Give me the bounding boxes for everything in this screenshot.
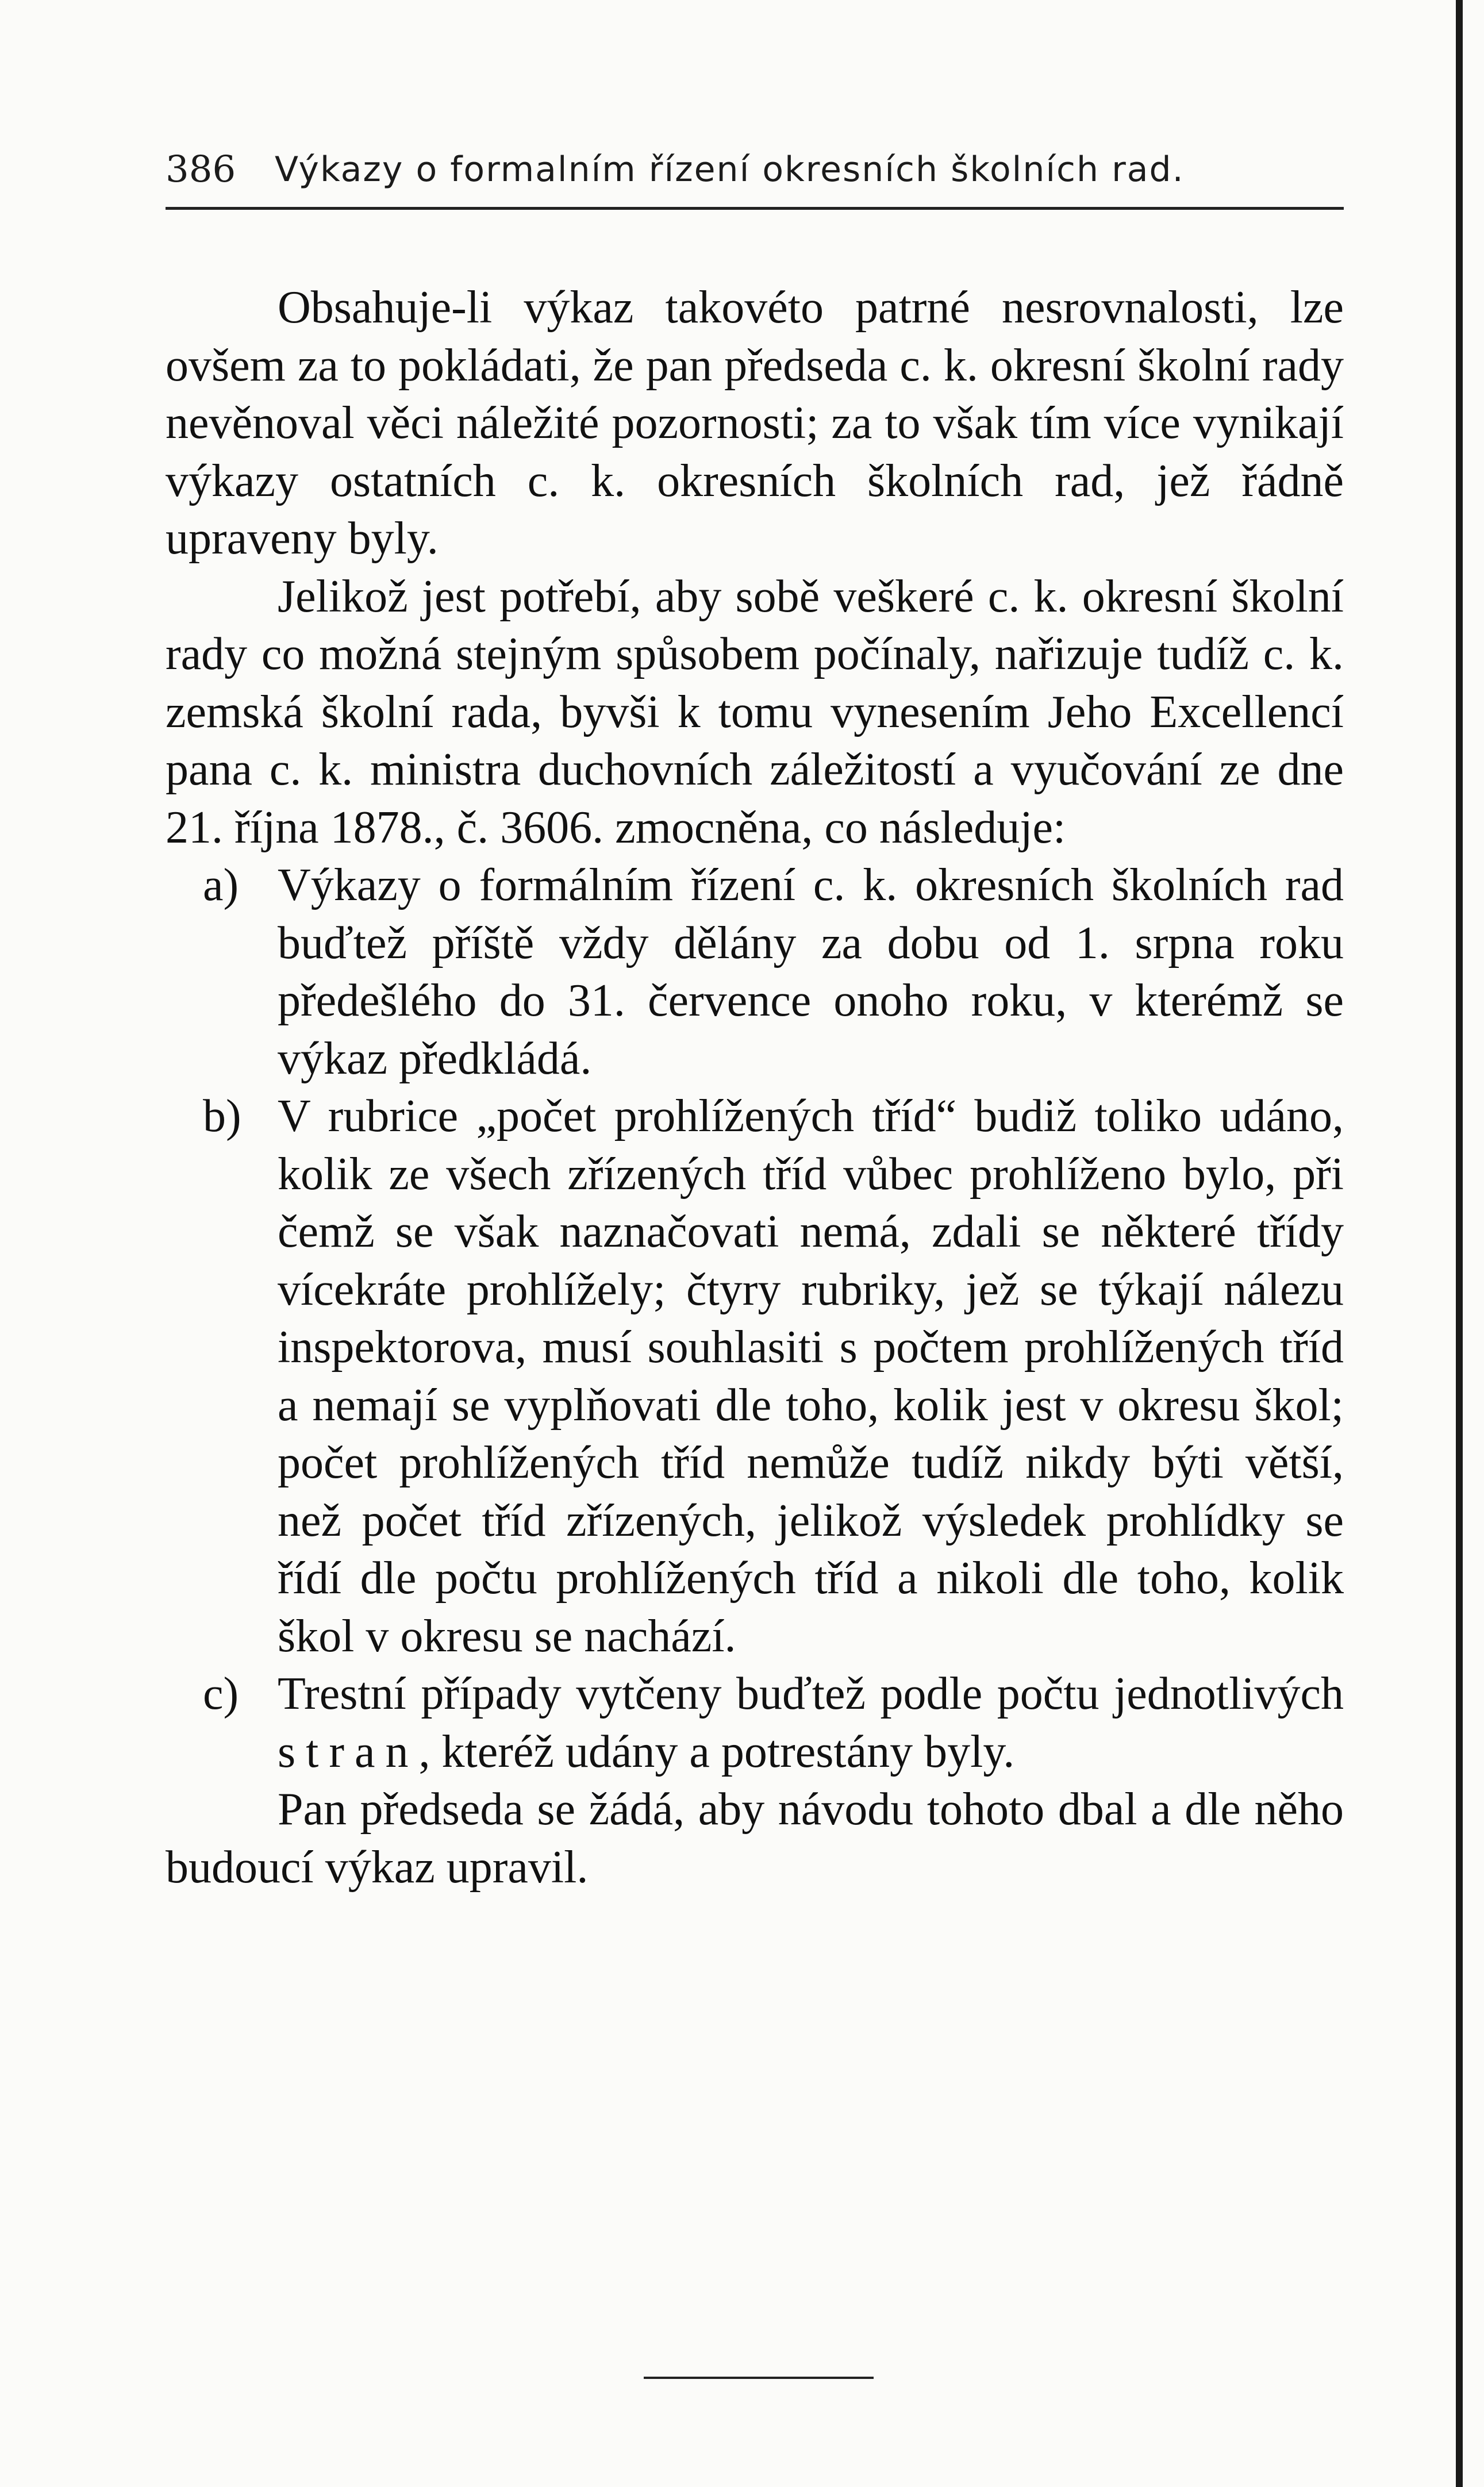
- page-edge-border: [1456, 0, 1463, 2487]
- list-item-label: c): [203, 1669, 239, 1719]
- running-head: Výkazy o formalním řízení okresních školních rad.: [275, 149, 1185, 190]
- list-item-a: [166, 856, 1344, 1087]
- list-item-text: Trestní případy vytčeny buďtež podle počtu jednotlivých: [278, 1669, 1344, 1719]
- end-divider: [644, 2377, 874, 2379]
- header-divider: [166, 207, 1344, 210]
- paragraph-1: Obsahuje-li výkaz takovéto patrné nesrovnalosti, lze ovšem za to pokládati, že pan předseda c. k. okresní školní rady nevěnoval věci náležité pozornosti; za to však tím více vynikají výkazy ostatních c. k. okresních školních rad, jež řádně upraveny byly.: [166, 282, 1344, 564]
- list-item-text: Výkazy o formálním řízení c. k. okresních školních rad buďtež příště vždy dělány za dobu od 1. srpna roku předešlého do 31. července onoho roku, v kterémž se výkaz předkládá.: [278, 860, 1344, 1084]
- list-item-b: [166, 1087, 1344, 1665]
- paragraph-2: Jelikož jest potřebí, aby sobě veškeré c. k. okresní školní rady co možná stejným spůsobem počínaly, nařizuje tudíž c. k. zemská školní rada, byvši k tomu vynesením Jeho Excellencí pana c. k. ministra duchovních záležitostí a vyučování ze dne 21. října 1878., č. 3606. zmocněna, co následuje:: [166, 571, 1344, 853]
- page-header: [166, 147, 1344, 193]
- list-item-text: V rubrice „počet prohlížených tříd“ budiž toliko udáno, kolik ze všech zřízených tříd vůbec prohlíženo bylo, při čemž se však naznačovati nemá, zdali se některé třídy vícekráte prohlížely; čtyry rubriky, jež se týkají nálezu inspektorova, musí souhlasiti s počtem prohlížených tříd a nemají se vyplňovati dle toho, kolik jest v okresu škol; počet prohlížených tříd nemůže tudíž nikdy býti větší, než počet tříd zřízených, jelikož výsledek prohlídky se řídí dle počtu prohlížených tříd a nikoli dle toho, kolik škol v okresu se nachází.: [278, 1091, 1344, 1662]
- list-item-c: [166, 1665, 1344, 1781]
- list-item-text-end: , kteréž udány a potrestány byly.: [418, 1726, 1015, 1777]
- page-number: 386: [166, 148, 236, 191]
- spaced-emphasis-word: stran: [278, 1726, 419, 1777]
- list-item-label: a): [203, 860, 239, 910]
- closing-paragraph: Pan předseda se žádá, aby návodu tohoto dbal a dle něho budoucí výkaz upravil.: [166, 1784, 1344, 1893]
- main-text: [166, 279, 1344, 1896]
- list-item-label: b): [203, 1091, 241, 1141]
